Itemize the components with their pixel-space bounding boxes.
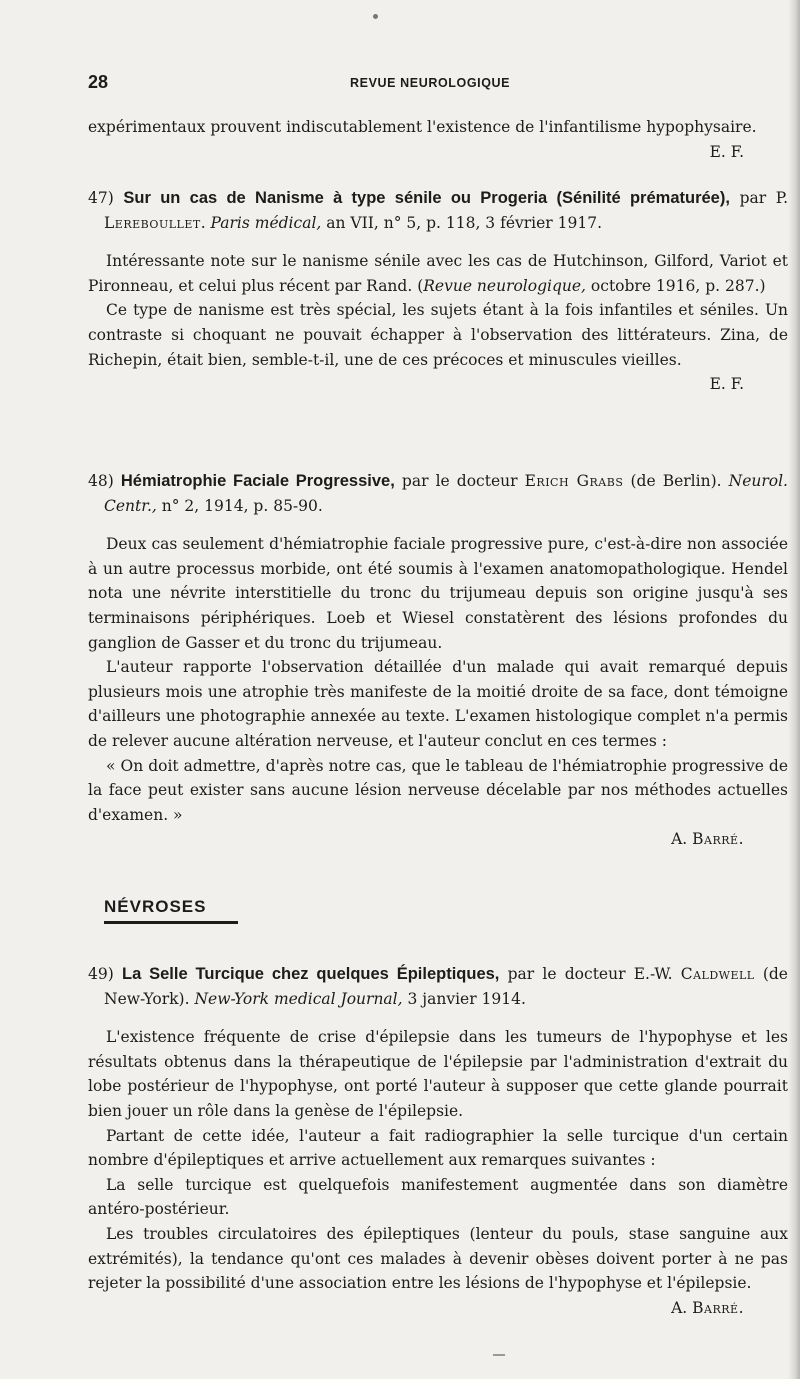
section-rule: [104, 921, 238, 924]
continuation-paragraph: [88, 115, 788, 161]
section-title: NÉVROSES: [104, 897, 207, 916]
article-48-place: (de Berlin).: [630, 472, 722, 490]
continuation-text: expérimentaux prouvent indiscutablement l'existence de l'infantilisme hypophysaire.: [88, 118, 757, 136]
article-49-paragraph-1: L'existence fréquente de crise d'épilepsie dans les tumeurs de l'hypophyse et les résultats obtenus dans la thérapeutique de l'épilepsie par l'administration d'extrait du lobe postérieur de l'hypophyse, ont porté l'auteur à supposer que cette glande pourrait bien jouer un rôle dans la genèse de l'épilepsie.: [88, 1028, 788, 1120]
article-47: [88, 186, 788, 397]
article-48-details: n° 2, 1914, p. 85-90.: [161, 496, 323, 515]
article-47-heading: 47) Sur un cas de Nanisme à type sénile ou Progeria (Sénilité prématurée), par P. Lereboullet. Paris médical, an VII, n° 5, p. 118, 3 février 1917.: [88, 189, 788, 232]
article-49-title: La Selle Turcique chez quelques Épileptiques,: [122, 965, 500, 983]
article-49-author-initials: E.-W.: [633, 965, 673, 983]
article-47-title: Sur un cas de Nanisme à type sénile ou Progeria (Sénilité prématurée),: [123, 189, 730, 207]
article-49-paragraph-2: Partant de cette idée, l'auteur a fait radiographier la selle turcique d'un certain nombre d'épileptiques et arrive actuellement aux remarques suivantes :: [88, 1126, 788, 1170]
article-47-details: an VII, n° 5, p. 118, 3 février 1917.: [326, 213, 603, 232]
article-48-author: Erich Grabs: [524, 472, 624, 490]
article-48-source: Neurol. Centr.,: [104, 472, 788, 515]
article-47-para1-text: Intéressante note sur le nanisme sénile avec les cas de Hutchinson, Gilford, Variot et Pironneau, et celui plus récent par Rand. (: [88, 252, 788, 295]
article-47-para1-text-end: octobre 1916, p. 287.): [586, 276, 766, 295]
article-48-paragraph-1: Deux cas seulement d'hémiatrophie faciale progressive pure, c'est-à-dire non associée à un autre processus morbide, ont été soumis à l'examen anatomopathologique. Hendel nota une névrite interstitielle du tronc du trijumeau depuis son origine jusqu'à ses terminaisons périphériques. Loeb et Wiesel constatèrent des lésions profondes du ganglion de Gasser et du tronc du trijumeau.: [88, 535, 788, 652]
article-48-heading: [88, 469, 788, 518]
article-47-author: Lereboullet: [104, 213, 201, 232]
article-49-by: par le docteur: [507, 965, 626, 983]
article-49-signature-initial: A.: [671, 1298, 688, 1317]
running-head: [88, 72, 788, 96]
article-49-author: Caldwell: [680, 965, 755, 983]
article-49-details: 3 janvier 1914.: [407, 989, 526, 1008]
article-48-title: Hémiatrophie Faciale Progressive,: [120, 472, 395, 490]
article-47-source: Paris médical,: [210, 213, 322, 232]
article-47-paragraph-1: [88, 249, 788, 298]
article-47-paragraph-2: Ce type de nanisme est très spécial, les sujets étant à la fois infantiles et séniles. Un contraste si choquant ne pouvait échapper à l'observation des littérateurs. Zina, de Richepin, était bien, semble-t-il, une de ces précoces et minuscules vieilles.: [88, 301, 788, 369]
journal-title: REVUE NEUROLOGIQUE: [350, 76, 511, 90]
article-48: [88, 469, 788, 852]
article-48-signature-name: Barré.: [692, 830, 744, 849]
article-47-signature: E. F.: [709, 375, 744, 394]
article-48-signature: [88, 827, 788, 852]
article-47-number: 47): [88, 189, 114, 207]
article-49-place: (de New-York).: [104, 965, 788, 1008]
article-49-number: 49): [88, 965, 114, 983]
article-48-paragraph-2: L'auteur rapporte l'observation détaillée d'un malade qui avait remarqué depuis plusieurs mois une atrophie très manifeste de la moitié droite de sa face, dont témoigne d'ailleurs une photographie annexée au texte. L'examen histologique complet n'a permis de relever aucune altération nerveuse, et l'auteur conclut en ces termes :: [88, 658, 788, 750]
article-49-signature-name: Barré.: [692, 1298, 744, 1317]
article-48-quote: « On doit admettre, d'après notre cas, que le tableau de l'hémiatrophie progressive de la face peut exister sans aucune lésion nerveuse décelable par nos méthodes actuelles d'examen. »: [88, 756, 788, 824]
article-48-by: par le docteur: [401, 472, 518, 490]
article-48-signature-initial: A.: [671, 830, 688, 849]
article-47-by: par P.: [739, 189, 788, 207]
article-47-para1-reference: Revue neurologique,: [423, 276, 586, 295]
continuation-signature: E. F.: [709, 142, 744, 161]
continuation-block: [88, 115, 788, 164]
article-48-number: 48): [88, 472, 114, 490]
print-mark: [493, 1354, 505, 1356]
page-edge-shadow: [788, 0, 800, 1379]
article-49-source: New-York medical Journal,: [194, 989, 403, 1008]
article-49: [88, 962, 788, 1320]
article-49-heading: [88, 962, 788, 1011]
article-49-paragraph-3: La selle turcique est quelquefois manifestement augmentée dans son diamètre antéro-postérieur.: [88, 1175, 788, 1219]
page-number: 28: [88, 72, 109, 92]
article-49-paragraph-4: Les troubles circulatoires des épileptiques (lenteur du pouls, stase sanguine aux extrémités), la tendance qu'ont ces malades à devenir obèses doivent porter à ne pas rejeter la possibilité d'une association entre les lésions de l'hypophyse et l'épilepsie.: [88, 1224, 788, 1293]
article-49-signature: [88, 1296, 788, 1321]
print-speck: [373, 14, 378, 19]
